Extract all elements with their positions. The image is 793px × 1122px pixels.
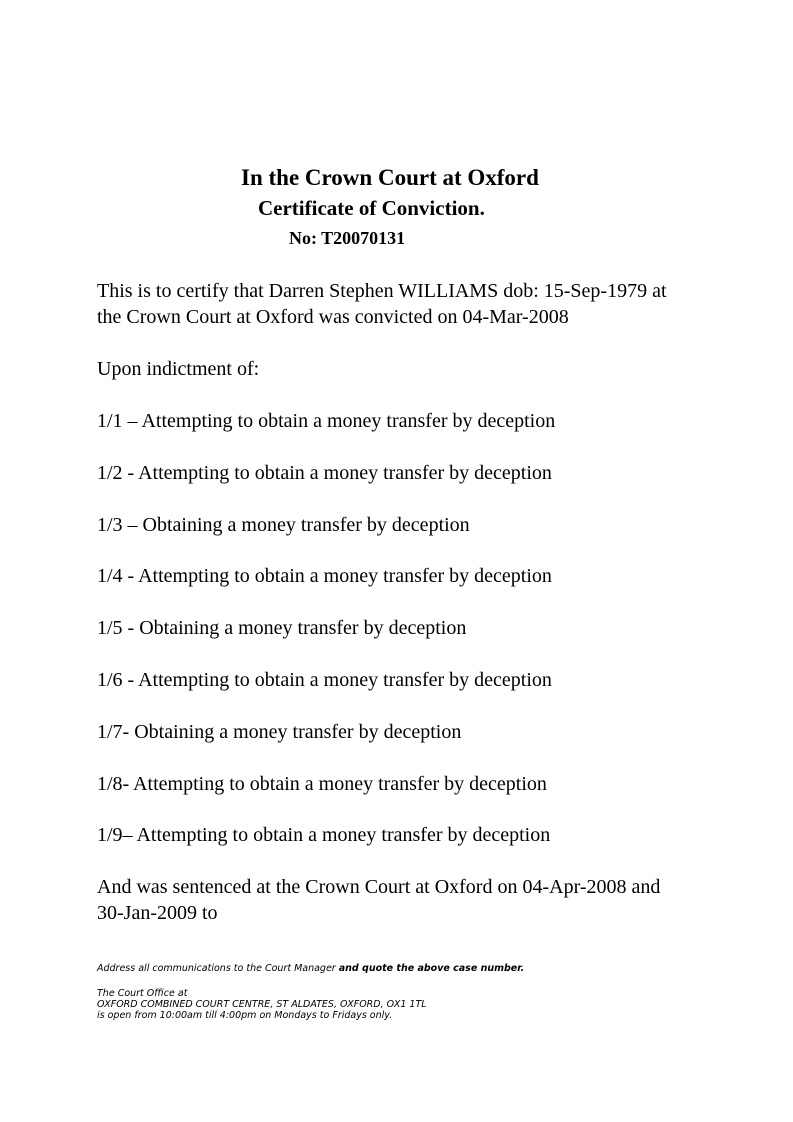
footer-office-line-1: The Court Office at <box>97 988 188 999</box>
footer-address-note-text: Address all communications to the Court Manager <box>97 963 339 974</box>
certification-line-2: the Crown Court at Oxford was convicted on 04-Mar-2008 <box>97 306 569 328</box>
case-number: No: T20070131 <box>289 228 406 248</box>
certificate-title: Certificate of Conviction. <box>258 196 485 220</box>
footer-office-line-2: OXFORD COMBINED COURT CENTRE, ST ALDATES, OXFORD, OX1 1TL <box>97 999 427 1010</box>
count-item: 1/5 - Obtaining a money transfer by deception <box>97 617 467 639</box>
certification-paragraph <box>97 278 667 330</box>
sentence-paragraph <box>97 874 660 926</box>
footer-address-note <box>97 963 524 974</box>
count-item: 1/6 - Attempting to obtain a money transfer by deception <box>97 669 552 691</box>
sentence-line-2: 30-Jan-2009 to <box>97 902 218 924</box>
count-item: 1/3 – Obtaining a money transfer by deception <box>97 514 470 536</box>
footer-address-note-bold: and quote the above case number. <box>338 963 525 974</box>
footer-court-office <box>97 988 427 1021</box>
count-item: 1/2 - Attempting to obtain a money transfer by deception <box>97 462 552 484</box>
certification-line-1: This is to certify that Darren Stephen WILLIAMS dob: 15-Sep-1979 at <box>97 280 667 302</box>
count-item: 1/7- Obtaining a money transfer by deception <box>97 721 462 743</box>
count-item: 1/8- Attempting to obtain a money transfer by deception <box>97 773 547 795</box>
count-item: 1/1 – Attempting to obtain a money transfer by deception <box>97 410 556 432</box>
indictment-heading: Upon indictment of: <box>97 358 260 380</box>
count-item: 1/4 - Attempting to obtain a money transfer by deception <box>97 565 552 587</box>
footer-office-line-3: is open from 10:00am till 4:00pm on Mondays to Fridays only. <box>97 1010 393 1021</box>
count-item: 1/9– Attempting to obtain a money transfer by deception <box>97 824 551 846</box>
sentence-line-1: And was sentenced at the Crown Court at Oxford on 04-Apr-2008 and <box>97 876 661 898</box>
court-heading: In the Crown Court at Oxford <box>241 165 539 190</box>
